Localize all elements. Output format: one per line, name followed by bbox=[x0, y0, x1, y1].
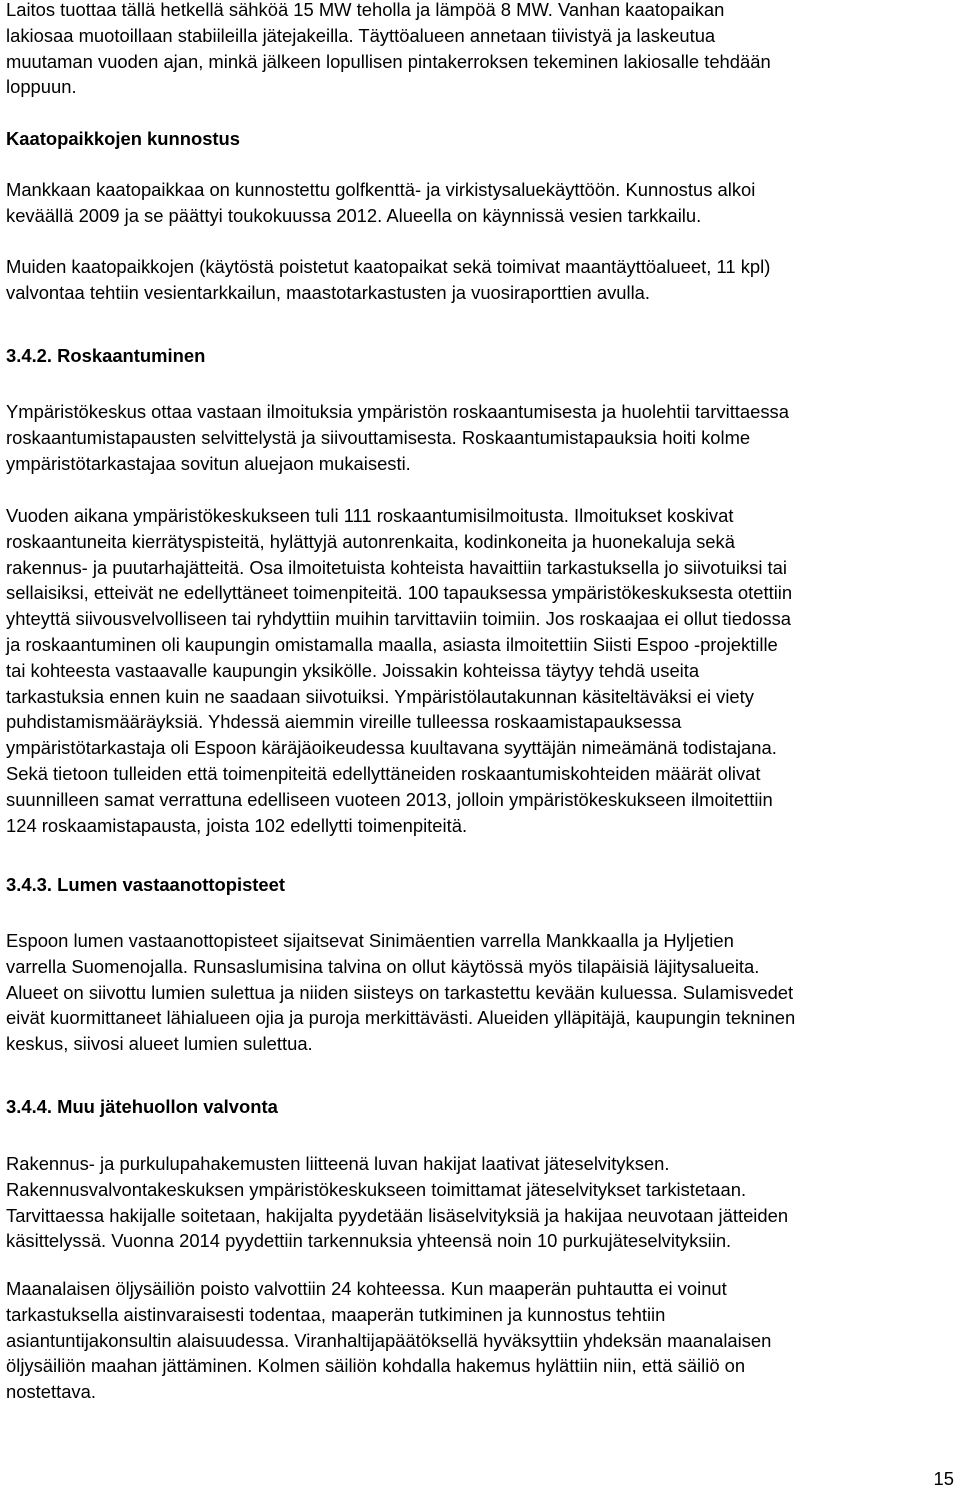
oil-tank-paragraph: Maanalaisen öljysäiliön poisto valvottiin 24 kohteessa. Kun maaperän puhtautta ei voinut tarkastuksella aistinvaraisesti todentaa, maaperän tutkiminen ja kunnostus tehtiin asiantuntijakonsultin alaisuudessa. Viranhaltijapäätöksellä hyväksyttiin yhdeksän maanalaisen öljysäiliön maahan jättäminen. Kolmen säiliön kohdalla hakemus hylättiin niin, että säiliö on nostettava. bbox=[6, 1278, 772, 1403]
section-heading-snow-reception: 3.4.3. Lumen vastaanottopisteet bbox=[6, 874, 286, 895]
snow-reception-paragraph: Espoon lumen vastaanottopisteet sijaitsevat Sinimäentien varrella Mankkaalla ja Hyljetien varrella Suomenojalla. Runsaslumisina talvina on ollut käytössä myös tilapäisiä läjitysalueita. Alueet on siivottu lumien sulettua ja niiden siisteys on tarkastettu kevään kuluessa. Sulamisvedet eivät kuormittaneet lähialueen ojia ja puroja merkittävästi. Alueiden ylläpitäjä, kaupungin tekninen keskus, siivosi alueet lumien sulettua. bbox=[6, 930, 796, 1055]
intro-paragraph: Laitos tuottaa tällä hetkellä sähköä 15 MW teholla ja lämpöä 8 MW. Vanhan kaatopaikan lakiosaa muotoillaan stabiileilla jätejakeilla. Täyttöalueen annetaan tiivistyä ja laskeutua muutaman vuoden ajan, minkä jälkeen lopullisen pintakerroksen tekeminen lakiosalle tehdään loppuun. bbox=[6, 0, 771, 98]
waste-reports-paragraph: Rakennus- ja purkulupahakemusten liitteenä luvan hakijat laativat jäteselvityksen. Rakennusvalvontakeskuksen ympäristökeskukseen toimittamat jäteselvitykset tarkistetaan. Tarvittaessa hakijalle soitetaan, hakijalta pyydetään lisäselvityksiä ja hakijaa neuvotaan jätteiden käsittelyssä. Vuonna 2014 pyydettiin tarkennuksia yhteensä noin 10 purkujäteselvityksiin. bbox=[6, 1153, 789, 1252]
littering-intro-paragraph: Ympäristökeskus ottaa vastaan ilmoituksia ympäristön roskaantumisesta ja huolehtii tarvittaessa roskaantumistapausten selvittelystä ja siivouttamisesta. Roskaantumistapauksia hoiti kolme ympäristötarkastajaa sovitun aluejaon mukaisesti. bbox=[6, 401, 789, 474]
littering-reports-paragraph: Vuoden aikana ympäristökeskukseen tuli 111 roskaantumisilmoitusta. Ilmoitukset koskivat roskaantuneita kierrätyspisteitä, hylättyjä autonrenkaita, kodinkoneita ja huonekaluja sekä rakennus- ja puutarhajätteitä. Osa ilmoitetuista kohteista havaittiin tarkastuksella jo siivotuiksi tai sellaisiksi, etteivät ne edellyttäneet toimenpiteitä. 100 tapauksessa ympäristökeskuksesta otettiin yhteyttä siivousvelvolliseen tai ryhdyttiin muihin tarvittaviin toimiin. Jos roskaajaa ei ollut tiedossa ja roskaantuminen oli kaupungin omistamalla maalla, asiasta ilmoitettiin Siisti Espoo -projektille tai kohteesta vastaavalle kaupungin yksikölle. Joissakin kohteissa täytyy tehdä useita tarkastuksia ennen kuin ne saadaan siivotuiksi. Ympäristölautakunnan käsiteltäväksi ei viety puhdistamismääräyksiä. Yhdessä aiemmin vireille tulleessa roskaamistapauksessa ympäristötarkastaja oli Espoon käräjäoikeudessa kuultavana syyttäjän nimeämänä todistajana. Sekä tietoon tulleiden että toimenpiteitä edellyttäneiden roskaantumiskohteiden määrät olivat suunnilleen samat verrattuna edelliseen vuoteen 2013, jolloin ympäristökeskukseen ilmoitettiin 124 roskaamistapausta, joista 102 edellytti toimenpiteitä. bbox=[6, 505, 793, 836]
other-landfills-paragraph: Muiden kaatopaikkojen (käytöstä poistetut kaatopaikat sekä toimivat maantäyttöalueet, 11 kpl) valvontaa tehtiin vesientarkkailun, maastotarkastusten ja vuosiraporttien avulla. bbox=[6, 256, 771, 303]
page-number: 15 bbox=[933, 1468, 954, 1489]
section-heading-other-waste-supervision: 3.4.4. Muu jätehuollon valvonta bbox=[6, 1096, 278, 1117]
landfill-restoration-paragraph: Mankkaan kaatopaikkaa on kunnostettu golfkenttä- ja virkistysaluekäyttöön. Kunnostus alkoi keväällä 2009 ja se päättyi toukokuussa 2012. Alueella on käynnissä vesien tarkkailu. bbox=[6, 179, 756, 226]
section-heading-littering: 3.4.2. Roskaantuminen bbox=[6, 345, 206, 366]
section-heading-landfill-restoration: Kaatopaikkojen kunnostus bbox=[6, 128, 241, 149]
